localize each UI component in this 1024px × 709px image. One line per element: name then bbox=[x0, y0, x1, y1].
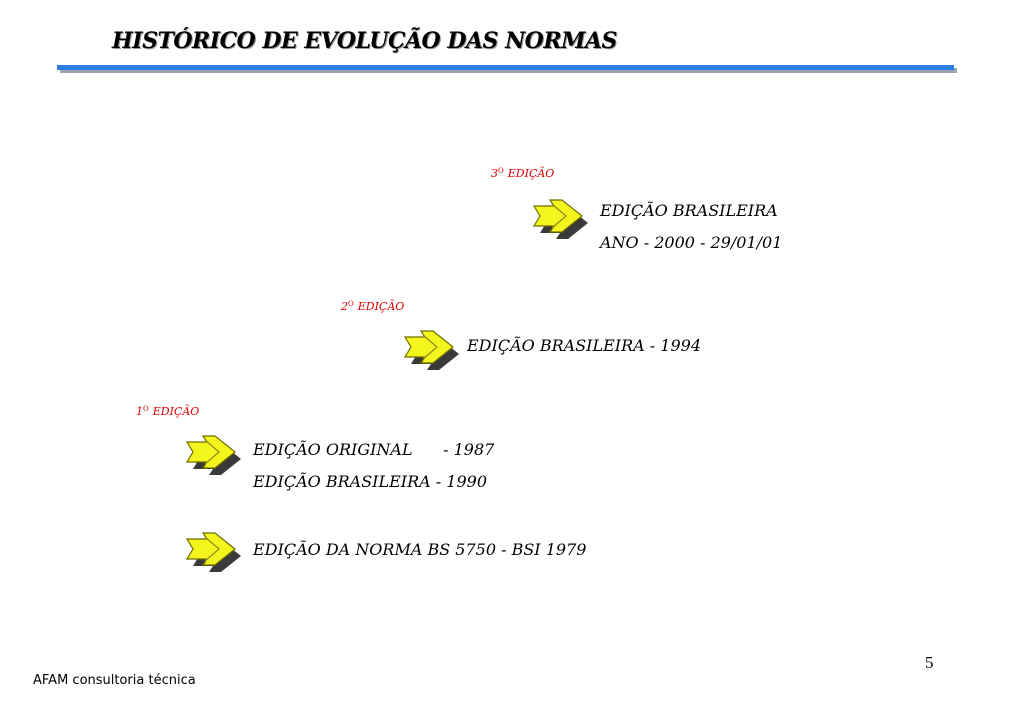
edition-number: 1 bbox=[136, 405, 143, 418]
footer-company: AFAM consultoria técnica bbox=[33, 673, 196, 688]
edition-label-1 bbox=[136, 405, 199, 418]
edition-label-3 bbox=[491, 167, 554, 180]
edition-3-line-2: ANO - 2000 - 29/01/01 bbox=[600, 233, 783, 252]
double-chevron-arrow-icon bbox=[185, 529, 245, 577]
title-underline bbox=[57, 65, 954, 70]
edition-label-2 bbox=[341, 300, 404, 313]
edition-word: EDIÇÃO bbox=[507, 167, 555, 180]
page-title: HISTÓRICO DE EVOLUÇÃO DAS NORMAS bbox=[112, 28, 617, 54]
edition-word: EDIÇÃO bbox=[357, 300, 405, 313]
edition-word: EDIÇÃO bbox=[152, 405, 200, 418]
double-chevron-arrow-icon bbox=[403, 327, 463, 375]
edition-1-line-1: EDIÇÃO ORIGINAL - 1987 bbox=[253, 440, 495, 459]
edition-1-line-2: EDIÇÃO BRASILEIRA - 1990 bbox=[253, 472, 487, 491]
ordinal-mark: O bbox=[143, 405, 149, 413]
bs5750-line: EDIÇÃO DA NORMA BS 5750 - BSI 1979 bbox=[253, 540, 587, 559]
edition-3-line-1: EDIÇÃO BRASILEIRA bbox=[600, 201, 778, 220]
edition-number: 2 bbox=[341, 300, 348, 313]
edition-number: 3 bbox=[491, 167, 498, 180]
ordinal-mark: O bbox=[348, 300, 354, 308]
edition-2-line-1: EDIÇÃO BRASILEIRA - 1994 bbox=[467, 336, 701, 355]
double-chevron-arrow-icon bbox=[185, 432, 245, 480]
page-number: 5 bbox=[925, 653, 934, 672]
double-chevron-arrow-icon bbox=[532, 196, 592, 244]
ordinal-mark: O bbox=[498, 167, 504, 175]
